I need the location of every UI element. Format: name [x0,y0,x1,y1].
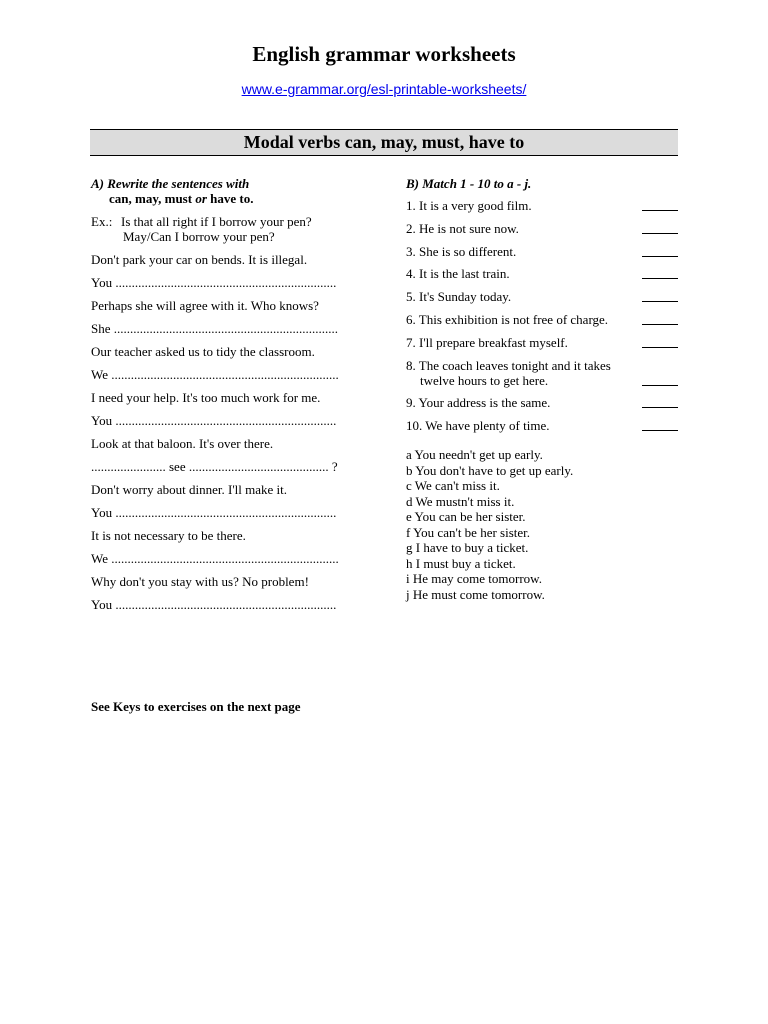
keys-note: See Keys to exercises on the next page [91,699,301,714]
match-answer-blank[interactable] [642,385,678,386]
match-answer-blank[interactable] [642,256,678,257]
match-item [406,335,678,350]
match-option: c We can't miss it. [406,478,500,494]
page-title: English grammar worksheets [252,42,516,66]
answer-line[interactable]: You .................................................................... [91,413,337,428]
match-item [406,358,678,388]
section-b-heading: B) Match 1 - 10 to a - j. [406,176,532,191]
match-item [406,418,678,433]
match-answer-blank[interactable] [642,324,678,325]
website-link[interactable]: www.e-grammar.org/esl-printable-worksheets/ [241,81,527,97]
match-option: b You don't have to get up early. [406,462,574,478]
match-option: j He must come tomorrow. [406,586,545,602]
match-answer-blank[interactable] [642,407,678,408]
match-item-text: 10. We have plenty of time. [406,418,550,434]
section-b [406,176,678,602]
section-a-subheading [91,191,366,206]
section-a-items [91,252,366,612]
match-item-text: 8. The coach leaves tonight and it takes [406,357,611,373]
match-item-text: 5. It's Sunday today. [406,289,512,305]
match-item [406,312,678,327]
exercise-sentence: Perhaps she will agree with it. Who knows? [91,298,319,313]
match-option: i He may come tomorrow. [406,571,542,587]
match-item [406,221,678,236]
match-item [406,395,678,410]
exercise-sentence: Our teacher asked us to tidy the classroom. [91,344,315,359]
example-question: Is that all right if I borrow your pen? [121,214,312,229]
answer-line[interactable]: You .................................................................... [91,505,337,520]
example [91,214,366,244]
match-option: h I must buy a ticket. [406,555,516,571]
match-item-text: 4. It is the last train. [406,266,510,282]
match-item-text: 9. Your address is the same. [406,395,551,411]
exercise-sentence: Don't park your car on bends. It is illegal. [91,252,308,267]
match-option: g I have to buy a ticket. [406,540,529,556]
section-a [91,176,366,612]
answer-line[interactable]: She ..................................................................... [91,321,338,336]
section-b-options [406,447,678,602]
answer-line[interactable]: We ...................................................................... [91,367,339,382]
match-item-text: 7. I'll prepare breakfast myself. [406,334,568,350]
subheading-or: or [195,191,207,206]
match-answer-blank[interactable] [642,347,678,348]
match-item [406,244,678,259]
subheading-have-to: have to. [206,191,254,206]
match-answer-blank[interactable] [642,301,678,302]
match-option: f You can't be her sister. [406,524,531,540]
exercise-sentence: Why don't you stay with us? No problem! [91,574,309,589]
match-answer-blank[interactable] [642,233,678,234]
section-a-heading: A) Rewrite the sentences with [91,176,250,191]
match-item [406,266,678,281]
exercise-sentence: Look at that baloon. It's over there. [91,436,274,451]
match-item-text: 2. He is not sure now. [406,220,519,236]
match-item-text: 6. This exhibition is not free of charge. [406,311,609,327]
answer-line[interactable]: ....................... see ........................................... ? [91,459,338,474]
match-item [406,289,678,304]
example-label: Ex.: [91,214,113,229]
match-item [406,198,678,213]
exercise-sentence: Don't worry about dinner. I'll make it. [91,482,288,497]
answer-line[interactable]: You .................................................................... [91,597,337,612]
example-answer: May/Can I borrow your pen? [123,229,275,244]
match-item-text: 1. It is a very good film. [406,198,532,213]
match-item-text-continued: twelve hours to get here. [420,372,549,388]
section-b-items [406,198,678,433]
match-option: a You needn't get up early. [406,447,543,463]
exercise-sentence: I need your help. It's too much work for me. [91,390,321,405]
exercise-sentence: It is not necessary to be there. [91,528,246,543]
match-answer-blank[interactable] [642,430,678,431]
match-answer-blank[interactable] [642,210,678,211]
topic-banner: Modal verbs can, may, must, have to [90,129,678,156]
subheading-modals: can, may, must [109,191,196,206]
answer-line[interactable]: You .................................................................... [91,275,337,290]
match-option: e You can be her sister. [406,509,526,525]
answer-line[interactable]: We ...................................................................... [91,551,339,566]
match-option: d We mustn't miss it. [406,493,515,509]
match-answer-blank[interactable] [642,278,678,279]
match-item-text: 3. She is so different. [406,243,517,259]
